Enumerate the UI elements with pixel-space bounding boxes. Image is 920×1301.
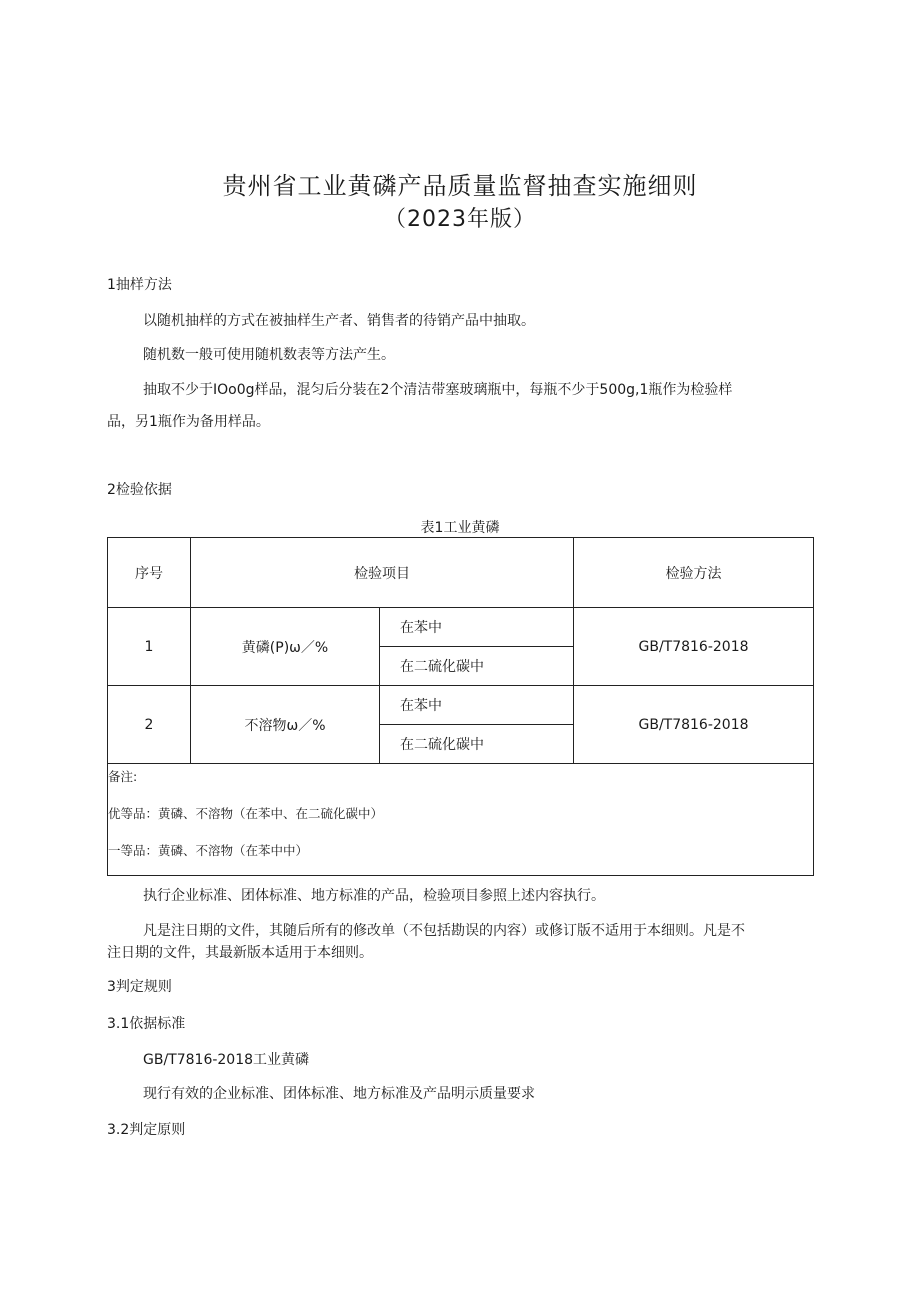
document-title: 贵州省工业黄磷产品质量监督抽查实施细则: [222, 172, 698, 200]
section-1-heading: 1抽样方法: [107, 277, 172, 293]
notes-line: 一等品：黄磷、不溶物（在苯中中）: [108, 843, 309, 858]
document-subtitle: （2023年版）: [384, 207, 536, 232]
paragraph: 执行企业标准、团体标准、地方标准的产品，检验项目参照上述内容执行。: [143, 888, 605, 904]
row-method: GB/T7816-2018: [574, 686, 814, 764]
paragraph-continuation: 品，另1瓶作为备用样品。: [107, 414, 270, 430]
row-sub-item: 在苯中: [380, 608, 574, 647]
paragraph: 凡是注日期的文件，其随后所有的修改单（不包括勘误的内容）或修订版不适用于本细则。凡是不: [143, 923, 745, 939]
table-header-row: [108, 538, 814, 608]
row-sub-item: 在二硫化碳中: [380, 725, 574, 764]
section-3-1-heading: 3.1依据标准: [107, 1016, 186, 1032]
table-row: [108, 608, 814, 647]
notes-cell: [108, 764, 814, 876]
standard-reference: GB/T7816-2018工业黄磷: [143, 1052, 310, 1068]
paragraph: 随机数一般可使用随机数表等方法产生。: [143, 347, 395, 363]
table-caption: 表1工业黄磷: [420, 520, 500, 536]
section-3-heading: 3判定规则: [107, 979, 172, 995]
section-3-2-heading: 3.2判定原则: [107, 1122, 186, 1138]
table-notes-row: [108, 764, 814, 876]
header-seq: 序号: [108, 538, 191, 608]
notes-line: 优等品：黄磷、不溶物（在苯中、在二硫化碳中）: [108, 806, 384, 821]
paragraph: 以随机抽样的方式在被抽样生产者、销售者的待销产品中抽取。: [143, 313, 535, 329]
header-item: 检验项目: [191, 538, 574, 608]
section-2-heading: 2检验依据: [107, 482, 172, 498]
header-method: 检验方法: [574, 538, 814, 608]
row-seq: 2: [108, 686, 191, 764]
row-item: 黄磷(P)ω／%: [191, 608, 380, 686]
row-sub-item: 在二硫化碳中: [380, 647, 574, 686]
row-method: GB/T7816-2018: [574, 608, 814, 686]
notes-label: 备注:: [108, 769, 138, 784]
row-item: 不溶物ω／%: [191, 686, 380, 764]
paragraph: 抽取不少于IOo0g样品，混匀后分装在2个清洁带塞玻璃瓶中，每瓶不少于500g,1瓶作为检验样: [143, 382, 733, 398]
paragraph-continuation: 注日期的文件，其最新版本适用于本细则。: [107, 945, 373, 961]
row-sub-item: 在苯中: [380, 686, 574, 725]
paragraph: 现行有效的企业标准、团体标准、地方标准及产品明示质量要求: [143, 1086, 535, 1102]
inspection-table: [107, 537, 814, 876]
row-seq: 1: [108, 608, 191, 686]
table-row: [108, 686, 814, 725]
